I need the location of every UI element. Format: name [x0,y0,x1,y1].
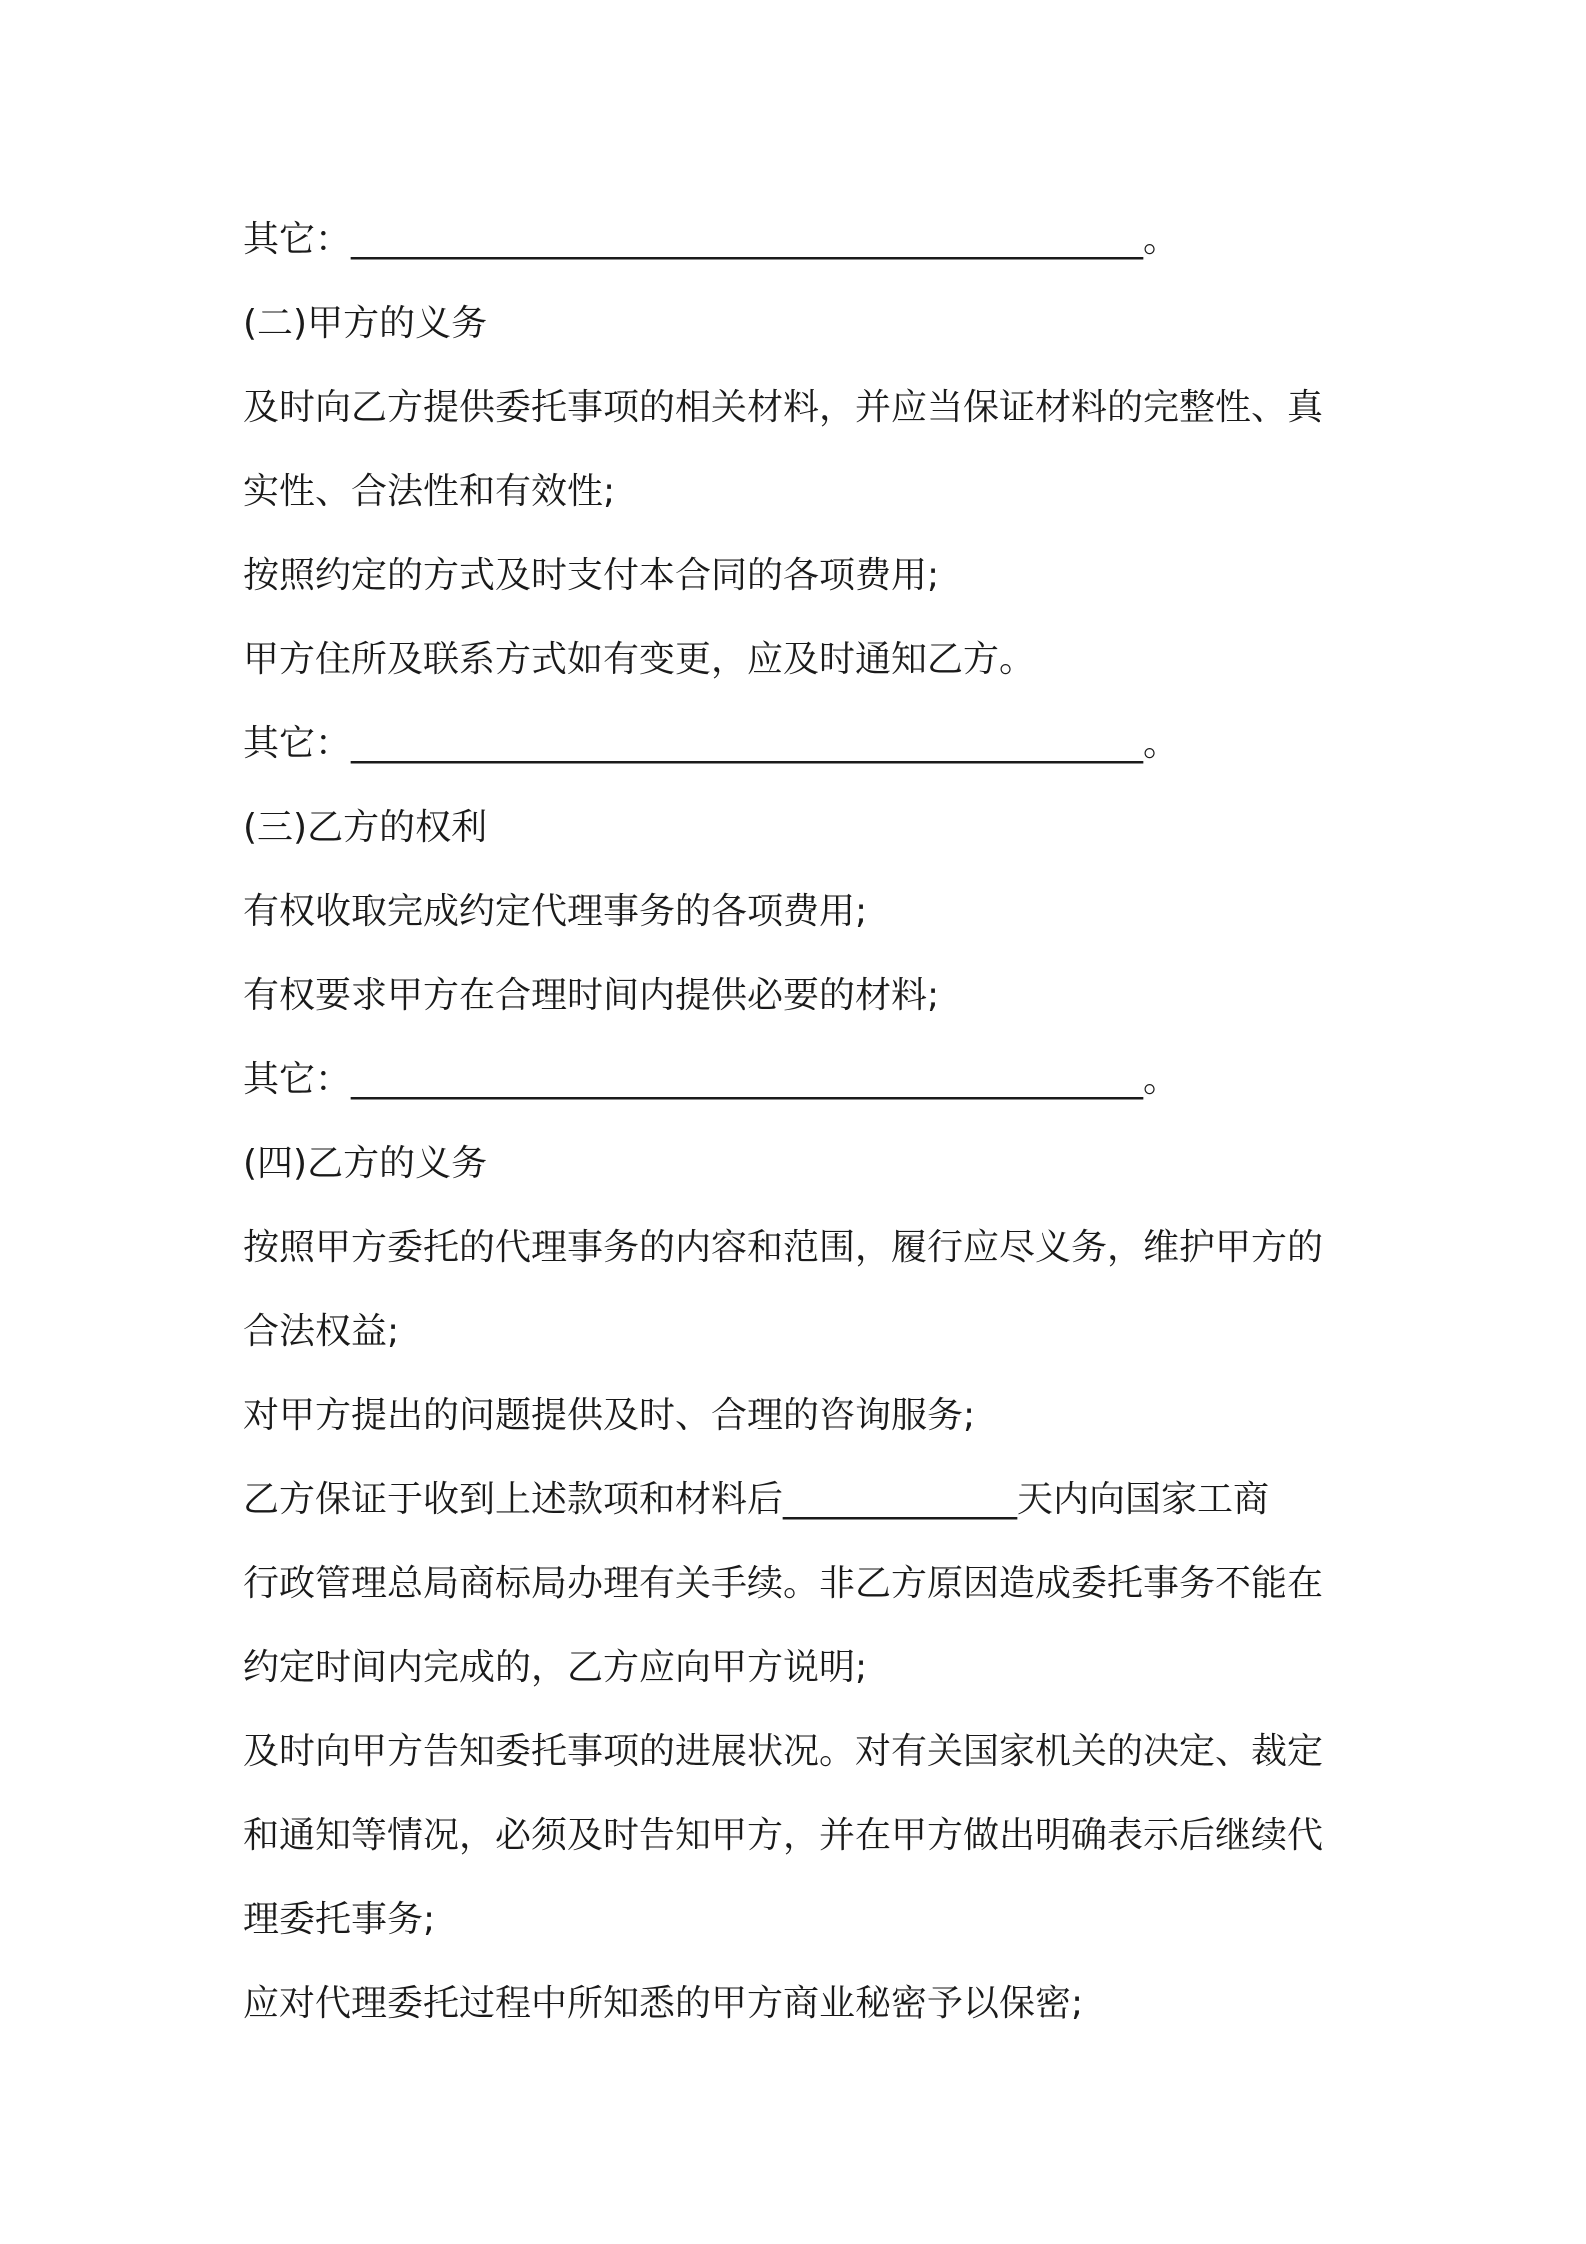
text-line: 按照约定的方式及时支付本合同的各项费用; [243,555,940,596]
other-blank-line-1: 其它：____________________________________________。 [243,219,1180,260]
text-line: 行政管理总局商标局办理有关手续。非乙方原因造成委托事务不能在 [243,1563,1324,1604]
text-line: 有权要求甲方在合理时间内提供必要的材料; [243,975,940,1016]
text-line: 及时向乙方提供委托事项的相关材料，并应当保证材料的完整性、真 [243,387,1324,428]
section-heading-party-a-obligations: (二)甲方的义务 [243,303,488,344]
section-heading-party-b-obligations: (四)乙方的义务 [243,1143,488,1184]
text-line: 实性、合法性和有效性; [243,471,616,512]
text-line: 及时向甲方告知委托事项的进展状况。对有关国家机关的决定、裁定 [243,1731,1324,1772]
text-line: 和通知等情况，必须及时告知甲方，并在甲方做出明确表示后继续代 [243,1815,1324,1856]
text-line: 甲方住所及联系方式如有变更，应及时通知乙方。 [243,639,1036,680]
text-line: 理委托事务; [243,1899,436,1940]
section-heading-party-b-rights: (三)乙方的权利 [243,807,488,848]
text-line: 约定时间内完成的，乙方应向甲方说明; [243,1647,868,1688]
text-line: 按照甲方委托的代理事务的内容和范围，履行应尽义务，维护甲方的 [243,1227,1324,1268]
text-line-with-blank: 乙方保证于收到上述款项和材料后_____________天内向国家工商 [243,1479,1270,1520]
document-body [243,198,1353,2046]
text-line: 有权收取完成约定代理事务的各项费用; [243,891,868,932]
text-line: 合法权益; [243,1311,400,1352]
text-line: 应对代理委托过程中所知悉的甲方商业秘密予以保密; [243,1983,1084,2024]
other-blank-line-3: 其它：____________________________________________。 [243,1059,1180,1100]
other-blank-line-2: 其它：____________________________________________。 [243,723,1180,764]
text-line: 对甲方提出的问题提供及时、合理的咨询服务; [243,1395,976,1436]
